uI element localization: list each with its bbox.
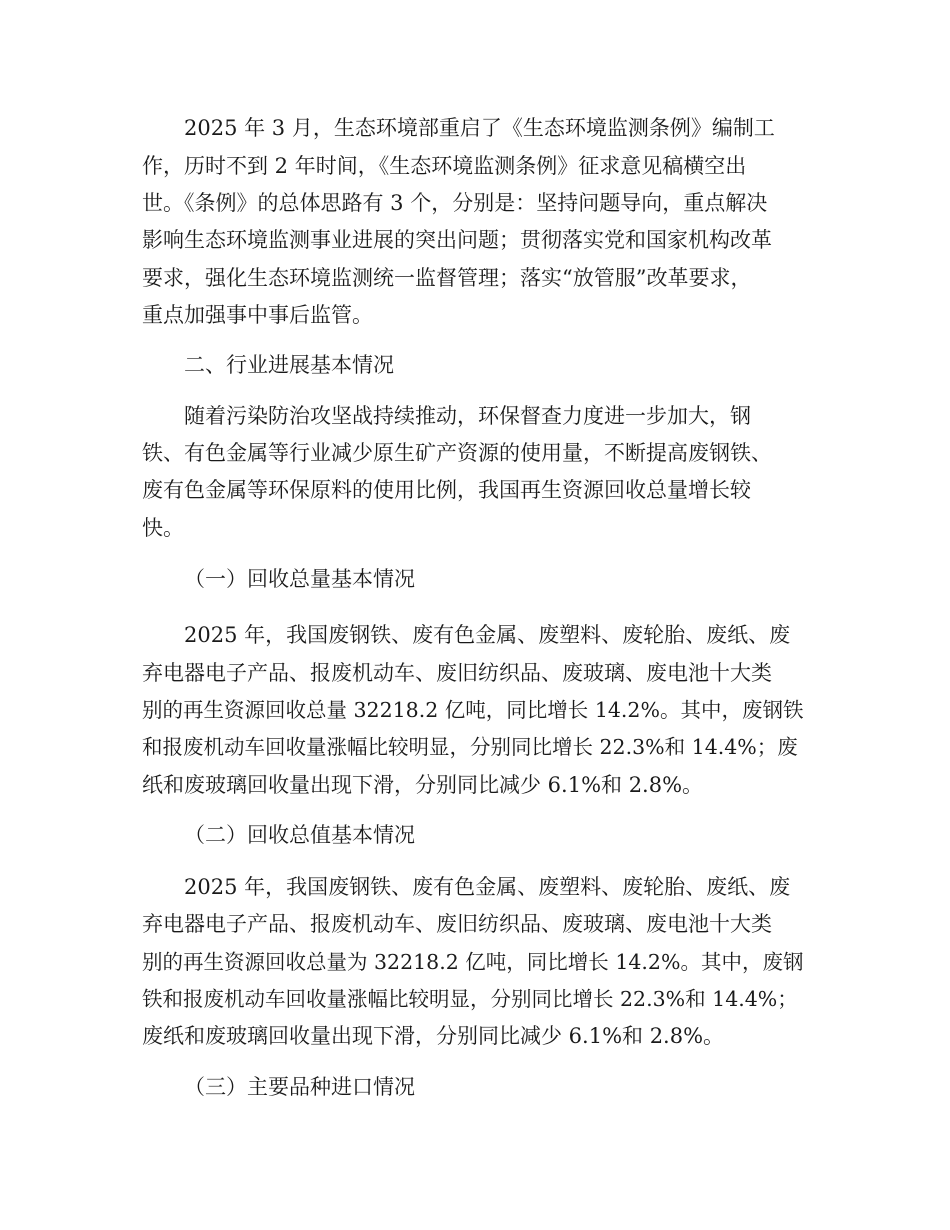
subsection-heading-3: （三）主要品种进口情况 (184, 1075, 415, 1099)
paragraph-4-line-3: 别的再生资源回收总量为 32218.2 亿吨，同比增长 14.2%。其中，废钢 (142, 950, 804, 974)
paragraph-3-line-1: 2025 年，我国废钢铁、废有色金属、废塑料、废轮胎、废纸、废 (184, 623, 791, 647)
subsection-heading-2: （二）回收总值基本情况 (184, 823, 415, 847)
subsection-heading-1: （一）回收总量基本情况 (184, 567, 415, 591)
paragraph-1-line-2: 作，历时不到 2 年时间，《生态环境监测条例》征求意见稿横空出 (142, 154, 747, 178)
paragraph-2-line-3: 废有色金属等环保原料的使用比例，我国再生资源回收总量增长较 (142, 478, 751, 502)
paragraph-1-line-5: 要求，强化生态环境监测统一监督管理；落实“放管服”改革要求， (142, 266, 752, 290)
section-heading-2: 二、行业进展基本情况 (184, 353, 394, 377)
paragraph-3-line-4: 和报废机动车回收量涨幅比较明显，分别同比增长 22.3%和 14.4%；废 (142, 735, 798, 759)
paragraph-2-line-2: 铁、有色金属等行业减少原生矿产资源的使用量，不断提高废钢铁、 (142, 441, 772, 465)
paragraph-4-line-4: 铁和报废机动车回收量涨幅比较明显，分别同比增长 22.3%和 14.4%； (142, 987, 798, 1011)
paragraph-4-line-2: 弃电器电子产品、报废机动车、废旧纺织品、废玻璃、废电池十大类 (142, 912, 772, 936)
paragraph-1-line-1: 2025 年 3 月，生态环境部重启了《生态环境监测条例》编制工 (184, 116, 775, 140)
paragraph-4-line-5: 废纸和废玻璃回收量出现下滑，分别同比减少 6.1%和 2.8%。 (142, 1024, 725, 1048)
paragraph-3-line-3: 别的再生资源回收总量 32218.2 亿吨，同比增长 14.2%。其中，废钢铁 (142, 698, 804, 722)
paragraph-2-line-1: 随着污染防治攻坚战持续推动，环保督查力度进一步加大，钢 (184, 404, 751, 428)
paragraph-3-line-2: 弃电器电子产品、报废机动车、废旧纺织品、废玻璃、废电池十大类 (142, 661, 772, 685)
paragraph-3-line-5: 纸和废玻璃回收量出现下滑，分别同比减少 6.1%和 2.8%。 (142, 773, 704, 797)
paragraph-1-line-3: 世。《条例》的总体思路有 3 个，分别是：坚持问题导向，重点解决 (142, 191, 768, 215)
paragraph-2-line-4: 快。 (142, 516, 184, 540)
paragraph-1-line-4: 影响生态环境监测事业进展的突出问题；贯彻落实党和国家机构改革 (142, 228, 772, 252)
paragraph-4-line-1: 2025 年，我国废钢铁、废有色金属、废塑料、废轮胎、废纸、废 (184, 875, 791, 899)
paragraph-1-line-6: 重点加强事中事后监管。 (142, 303, 373, 327)
